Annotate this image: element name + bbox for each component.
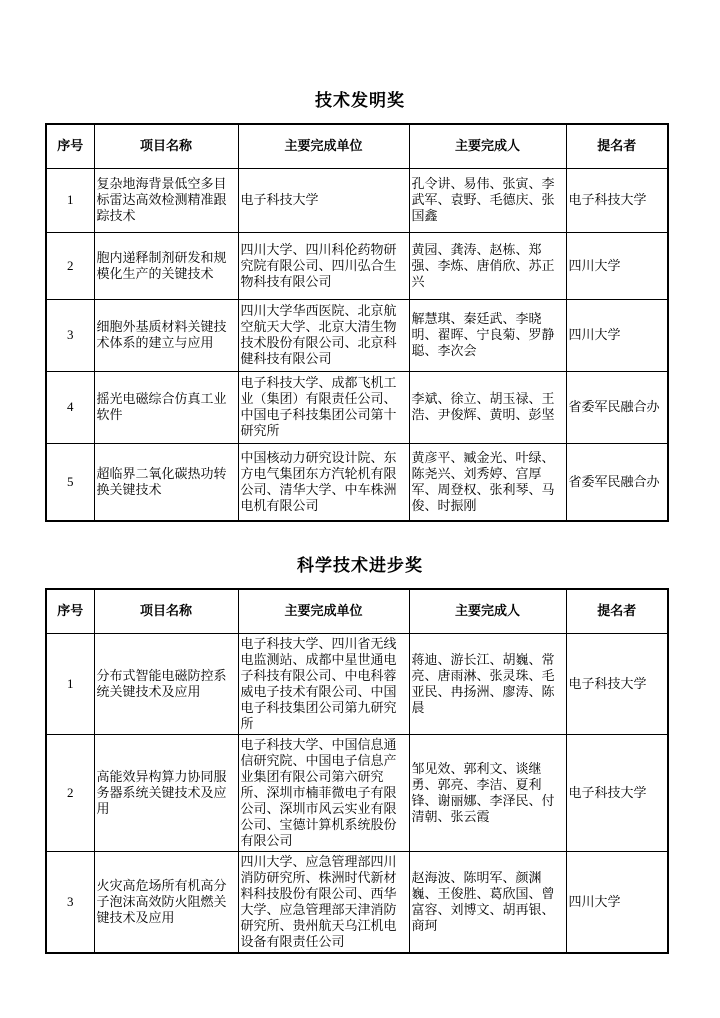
table-row <box>46 299 668 371</box>
cell-people: 赵海波、陈明军、颜渊巍、王俊胜、葛欣国、曾富容、刘博文、胡再银、商珂 <box>409 851 566 953</box>
table-row <box>46 371 668 443</box>
cell-people: 黄园、龚涛、赵栋、郑强、李炼、唐俏欣、苏正兴 <box>409 232 566 299</box>
table-row <box>46 734 668 851</box>
header-cell-people: 主要完成人 <box>409 589 566 633</box>
cell-people: 蒋迪、游长江、胡巍、常亮、唐雨淋、张灵珠、毛亚民、冉扬洲、廖涛、陈晨 <box>409 633 566 734</box>
header-cell-nominator: 提名者 <box>566 589 668 633</box>
table-row <box>46 168 668 232</box>
table-header-row <box>46 589 668 633</box>
cell-units: 四川大学、应急管理部四川消防研究所、株洲时代新材料科技股份有限公司、西华大学、应急管理部天津消防研究所、贵州航天乌江机电设备有限责任公司 <box>238 851 409 953</box>
cell-nominator: 电子科技大学 <box>566 168 668 232</box>
cell-units: 电子科技大学、四川省无线电监测站、成都中星世通电子科技有限公司、中电科蓉威电子技术有限公司、中国电子科技集团公司第九研究所 <box>238 633 409 734</box>
cell-nominator: 省委军民融合办 <box>566 371 668 443</box>
cell-no: 4 <box>46 371 94 443</box>
table-row <box>46 443 668 521</box>
cell-no: 1 <box>46 633 94 734</box>
cell-units: 电子科技大学、中国信息通信研究院、中国电子信息产业集团有限公司第六研究所、深圳市楠菲微电子有限公司、深圳市风云实业有限公司、宝德计算机系统股份有限公司 <box>238 734 409 851</box>
cell-project: 细胞外基质材料关键技术体系的建立与应用 <box>94 299 238 371</box>
cell-no: 3 <box>46 851 94 953</box>
header-cell-units: 主要完成单位 <box>238 124 409 168</box>
header-cell-people: 主要完成人 <box>409 124 566 168</box>
cell-no: 3 <box>46 299 94 371</box>
cell-no: 2 <box>46 734 94 851</box>
cell-nominator: 四川大学 <box>566 851 668 953</box>
cell-no: 1 <box>46 168 94 232</box>
header-cell-no: 序号 <box>46 124 94 168</box>
progress-award-table <box>45 588 669 954</box>
table-row <box>46 851 668 953</box>
cell-no: 2 <box>46 232 94 299</box>
cell-units: 中国核动力研究设计院、东方电气集团东方汽轮机有限公司、清华大学、中车株洲电机有限公司 <box>238 443 409 521</box>
header-cell-project: 项目名称 <box>94 589 238 633</box>
cell-units: 电子科技大学 <box>238 168 409 232</box>
section-title-invention-award: 技术发明奖 <box>315 91 405 110</box>
cell-nominator: 四川大学 <box>566 232 668 299</box>
cell-people: 黄彦平、臧金光、叶绿、陈尧兴、刘秀婷、宫厚军、周登权、张利琴、马俊、时振刚 <box>409 443 566 521</box>
cell-people: 李斌、徐立、胡玉禄、王浩、尹俊辉、黄明、彭坚 <box>409 371 566 443</box>
cell-people: 邹见效、郭利文、谈继勇、郭亮、李洁、夏利锋、谢丽娜、李泽民、付清朝、张云霞 <box>409 734 566 851</box>
section-title-progress-award: 科学技术进步奖 <box>297 556 423 575</box>
table-row <box>46 232 668 299</box>
cell-units: 电子科技大学、成都飞机工业（集团）有限责任公司、中国电子科技集团公司第十研究所 <box>238 371 409 443</box>
cell-project: 高能效异构算力协同服务器系统关键技术及应用 <box>94 734 238 851</box>
cell-project: 分布式智能电磁防控系统关键技术及应用 <box>94 633 238 734</box>
table-header-row <box>46 124 668 168</box>
cell-project: 火灾高危场所有机高分子泡沫高效防火阻燃关键技术及应用 <box>94 851 238 953</box>
cell-nominator: 四川大学 <box>566 299 668 371</box>
cell-project: 摇光电磁综合仿真工业软件 <box>94 371 238 443</box>
cell-no: 5 <box>46 443 94 521</box>
invention-award-table <box>45 123 669 522</box>
cell-people: 解慧琪、秦廷武、李晓明、翟晖、宁良菊、罗静聪、李次会 <box>409 299 566 371</box>
cell-nominator: 省委军民融合办 <box>566 443 668 521</box>
cell-nominator: 电子科技大学 <box>566 633 668 734</box>
cell-project: 超临界二氧化碳热功转换关键技术 <box>94 443 238 521</box>
cell-nominator: 电子科技大学 <box>566 734 668 851</box>
header-cell-nominator: 提名者 <box>566 124 668 168</box>
cell-units: 四川大学、四川科伦药物研究院有限公司、四川弘合生物科技有限公司 <box>238 232 409 299</box>
cell-people: 孔令讲、易伟、张寅、李武军、袁野、毛德庆、张国鑫 <box>409 168 566 232</box>
cell-units: 四川大学华西医院、北京航空航天大学、北京大清生物技术股份有限公司、北京科健科技有限公司 <box>238 299 409 371</box>
header-cell-project: 项目名称 <box>94 124 238 168</box>
table-row <box>46 633 668 734</box>
cell-project: 复杂地海背景低空多目标雷达高效检测精准跟踪技术 <box>94 168 238 232</box>
cell-project: 胞内递释制剂研发和规模化生产的关键技术 <box>94 232 238 299</box>
header-cell-units: 主要完成单位 <box>238 589 409 633</box>
header-cell-no: 序号 <box>46 589 94 633</box>
